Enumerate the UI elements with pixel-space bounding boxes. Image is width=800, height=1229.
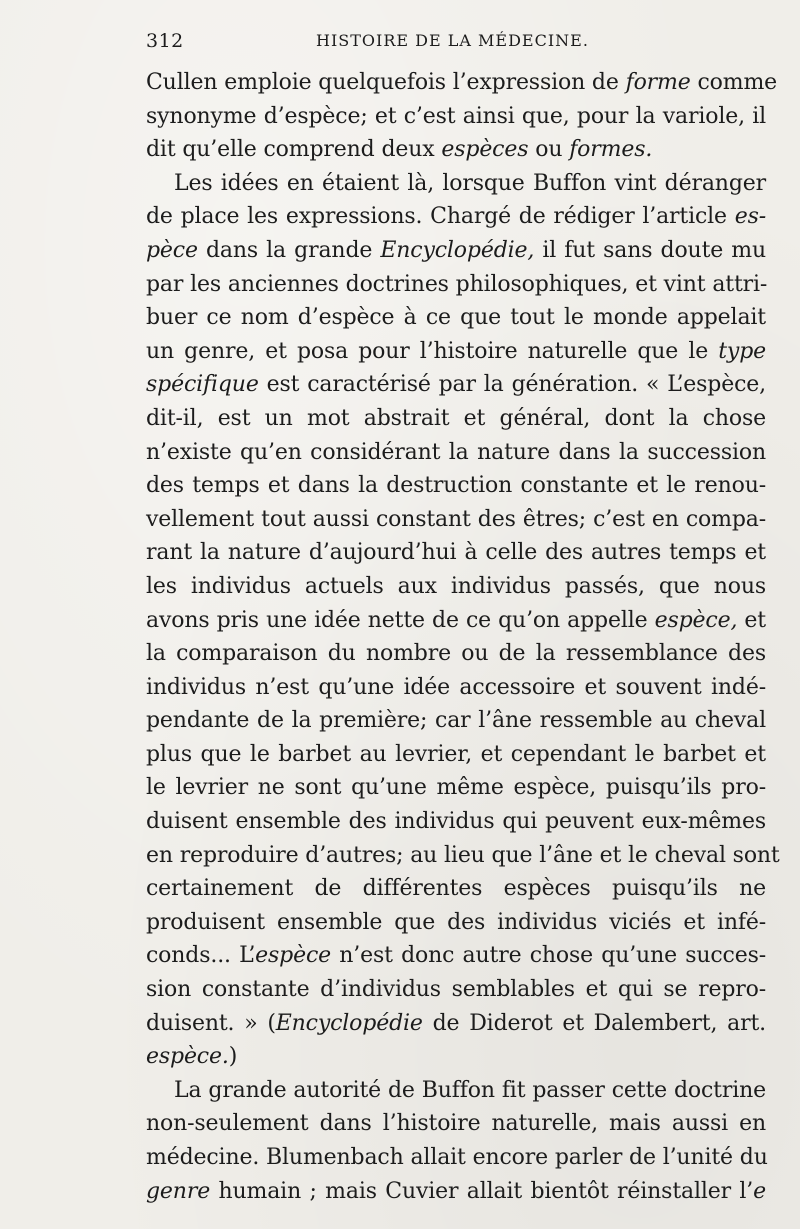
text-line xyxy=(146,637,766,671)
text-line xyxy=(146,738,766,772)
italic-text-segment: genre xyxy=(146,1178,211,1204)
italic-text-segment: es- xyxy=(734,204,766,230)
text-line xyxy=(146,906,766,940)
text-segment: rant la nature d’aujourd’hui à celle des autres temps et xyxy=(146,540,766,566)
text-line xyxy=(146,133,766,167)
text-line xyxy=(146,234,766,268)
text-line xyxy=(146,1175,766,1209)
text-line xyxy=(146,704,766,738)
text-segment: conds... L’ xyxy=(146,943,256,969)
text-segment: la comparaison du nombre ou de la ressemblance des xyxy=(146,641,766,667)
text-segment: un genre, et posa pour l’histoire naturelle que le xyxy=(146,338,719,364)
text-line xyxy=(146,368,766,402)
text-segment: produisent ensemble que des individus viciés et infé- xyxy=(146,909,766,935)
text-line xyxy=(146,100,766,134)
text-line xyxy=(146,1107,766,1141)
text-line xyxy=(146,1040,766,1074)
text-segment: La grande autorité de Buffon fit passer cette doctrine xyxy=(174,1077,766,1103)
text-line xyxy=(146,939,766,973)
italic-text-segment: espèce xyxy=(255,943,332,969)
text-segment: Cullen emploie quelquefois l’expression de xyxy=(146,70,626,95)
text-segment: par les anciennes doctrines philosophiques, et vint attri- xyxy=(146,271,768,297)
text-segment: n’existe qu’en considérant la nature dans la succession xyxy=(146,439,766,465)
text-segment: dans la grande xyxy=(197,237,381,263)
text-segment: vellement tout aussi constant des êtres; c’est en compa- xyxy=(146,506,766,532)
text-line xyxy=(146,872,766,906)
italic-text-segment: espèce. xyxy=(146,1044,229,1070)
text-segment: le levrier ne sont qu’une même espèce, puisqu’ils pro- xyxy=(146,775,766,801)
text-line xyxy=(146,200,766,234)
italic-text-segment: e xyxy=(753,1178,766,1204)
text-segment: pendante de la première; car l’âne ressemble au cheval xyxy=(146,708,766,734)
text-segment: buer ce nom d’espèce à ce que tout le monde appelait xyxy=(146,305,766,331)
running-head: HISTOIRE DE LA MÉDECINE. xyxy=(316,31,589,50)
italic-text-segment: espèce, xyxy=(654,607,738,633)
italic-text-segment: Encyclopédie, xyxy=(380,237,535,263)
text-segment: duisent. » ( xyxy=(146,1010,276,1036)
text-segment: ) xyxy=(228,1044,238,1070)
text-segment: dit-il, est un mot abstrait et général, dont la chose xyxy=(146,405,766,431)
text-line xyxy=(146,1141,766,1175)
text-segment: en reproduire d’autres; au lieu que l’âne et le cheval sont xyxy=(146,842,780,868)
text-line xyxy=(146,973,766,1007)
text-segment: synonyme d’espèce; et c’est ainsi que, pour la variole, il xyxy=(146,103,766,129)
text-segment: les individus actuels aux individus passés, que nous xyxy=(146,573,766,599)
italic-text-segment: Encyclopédie xyxy=(275,1010,423,1036)
text-segment: humain ; mais Cuvier allait bientôt réinstaller l’ xyxy=(210,1178,754,1204)
text-line xyxy=(146,436,766,470)
text-line xyxy=(146,66,778,100)
text-line xyxy=(146,1074,766,1108)
text-segment: comme xyxy=(690,70,778,95)
text-line xyxy=(146,671,766,705)
text-segment: sion constante d’individus semblables et qui se repro- xyxy=(146,977,766,1003)
text-segment: ou xyxy=(528,137,570,163)
text-line xyxy=(146,402,766,436)
text-segment: il fut sans doute mu xyxy=(534,237,766,263)
text-line xyxy=(146,167,766,201)
text-line xyxy=(146,469,766,503)
text-line xyxy=(146,839,780,873)
text-segment: des temps et dans la destruction constante et le renou- xyxy=(146,473,766,499)
text-line xyxy=(146,335,766,369)
text-segment: et xyxy=(737,607,766,633)
text-segment: certainement de différentes espèces puisqu’ils ne xyxy=(146,876,766,902)
italic-text-segment: formes. xyxy=(569,137,653,163)
text-line xyxy=(146,805,766,839)
text-line xyxy=(146,268,766,302)
page-header xyxy=(146,30,766,56)
text-line xyxy=(146,503,766,537)
text-line xyxy=(146,604,766,638)
text-line xyxy=(146,771,766,805)
text-segment: Les idées en étaient là, lorsque Buffon vint déranger xyxy=(174,170,766,196)
text-line xyxy=(146,570,766,604)
italic-text-segment: forme xyxy=(625,70,691,95)
italic-text-segment: espèces xyxy=(441,137,529,163)
text-segment: plus que le barbet au levrier, et cependant le barbet et xyxy=(146,741,766,767)
text-segment: n’est donc autre chose qu’une succes- xyxy=(331,943,766,969)
text-segment: médecine. Blumenbach allait encore parler de l’unité du xyxy=(146,1145,768,1170)
text-segment: dit qu’elle comprend deux xyxy=(146,137,442,163)
italic-text-segment: type xyxy=(718,338,766,364)
text-segment: de place les expressions. Chargé de rédiger l’article xyxy=(146,204,735,230)
text-line xyxy=(146,536,766,570)
italic-text-segment: pèce xyxy=(146,237,198,263)
text-segment: de Diderot et Dalembert, art. xyxy=(422,1010,766,1036)
text-segment: individus n’est qu’une idée accessoire et souvent indé- xyxy=(146,674,766,700)
text-segment: est caractérisé par la génération. « L’espèce, xyxy=(258,372,766,398)
text-segment: avons pris une idée nette de ce qu’on appelle xyxy=(146,607,655,633)
italic-text-segment: spécifique xyxy=(146,372,259,398)
text-line xyxy=(146,1007,766,1041)
page-number: 312 xyxy=(146,30,184,52)
text-line xyxy=(146,301,766,335)
text-segment: duisent ensemble des individus qui peuvent eux-mêmes xyxy=(146,809,766,835)
body-text xyxy=(146,66,780,1208)
text-segment: non-seulement dans l’histoire naturelle, mais aussi en xyxy=(146,1111,766,1137)
